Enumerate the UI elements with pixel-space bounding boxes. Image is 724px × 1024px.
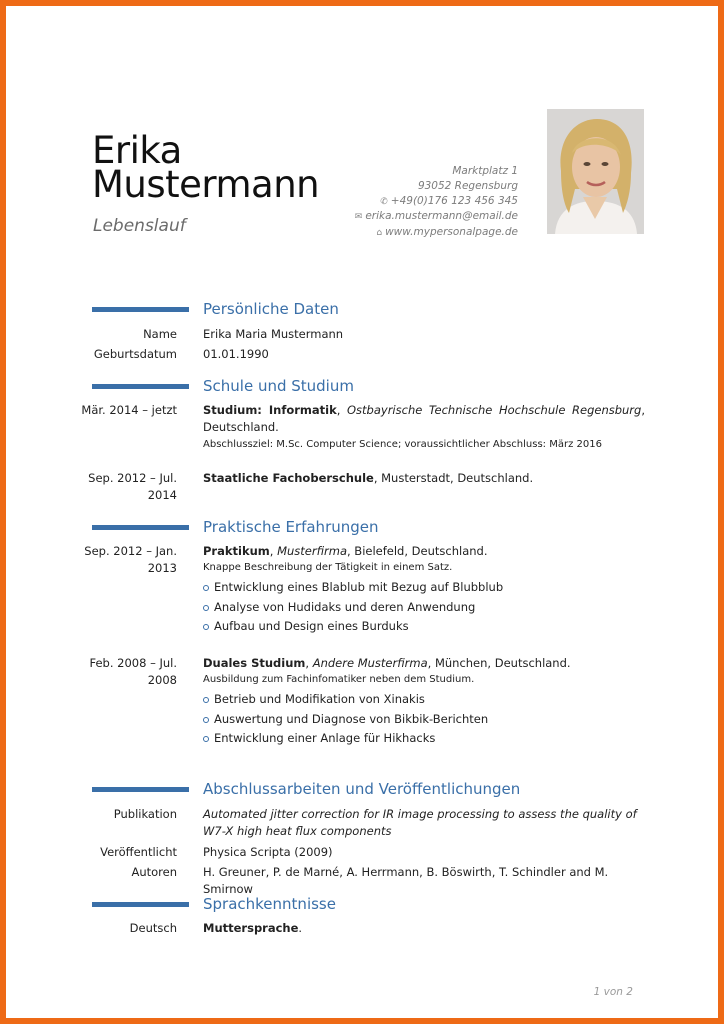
- experience-entry-1: [203, 543, 645, 637]
- experience-entry-2-list: [203, 690, 645, 749]
- contact-email[interactable]: erika.mustermann@email.de: [365, 210, 518, 223]
- school-entry-1-title: Studium: Informatik: [203, 403, 337, 417]
- contact-website[interactable]: www.mypersonalpage.de: [385, 226, 518, 239]
- email-icon: ✉: [354, 212, 363, 223]
- profile-photo: [547, 109, 644, 234]
- label-publication: Publikation: [113, 807, 177, 821]
- school-entry-2-date-line2: 2014: [147, 488, 177, 502]
- experience-entry-1-date-line1: Sep. 2012 – Jan.: [84, 544, 177, 558]
- school-entry-2-date-line1: Sep. 2012 – Jul.: [88, 471, 177, 485]
- value-publication: Automated jitter correction for IR image processing to assess the quality of W7-X high heat flux components: [203, 807, 637, 838]
- section-bar-publications: [92, 787, 189, 792]
- experience-entry-1-company: Musterfirma: [277, 544, 347, 558]
- label-authors: Autoren: [131, 865, 177, 879]
- section-bar-school: [92, 384, 189, 389]
- school-entry-2-title: Staatliche Fachoberschule: [203, 471, 374, 485]
- school-entry-2-date: [88, 470, 177, 504]
- experience-entry-1-title: Praktikum: [203, 544, 270, 558]
- school-entry-2-location: , Musterstadt, Deutschland.: [373, 471, 534, 485]
- list-item: Aufbau und Design eines Burduks: [203, 617, 645, 637]
- label-birthdate: Geburtsdatum: [93, 347, 177, 361]
- experience-entry-1-list: [203, 578, 645, 637]
- section-title-languages: Sprachkenntnisse: [203, 895, 336, 913]
- home-icon: ⌂: [376, 228, 383, 239]
- contact-email-row[interactable]: [355, 209, 518, 225]
- phone-icon: ✆: [380, 196, 388, 207]
- school-entry-1: Studium: Informatik, Ostbayrische Technische Hochschule Regensburg, Deutschland.: [203, 403, 645, 434]
- experience-entry-2-company: Andere Musterfirma: [312, 656, 428, 670]
- list-item: Entwicklung eines Blablub mit Bezug auf Blubblub: [203, 578, 645, 598]
- section-title-school: Schule und Studium: [203, 377, 354, 395]
- contact-street: Marktplatz 1: [452, 165, 518, 177]
- experience-entry-1-date-line2: 2013: [147, 561, 177, 575]
- value-authors: H. Greuner, P. de Marné, A. Herrmann, B. Böswirth, T. Schindler and M. Smirnow: [203, 865, 609, 896]
- school-entry-1-note: Abschlussziel: M.Sc. Computer Science; voraussichtlicher Abschluss: März 2016: [203, 439, 602, 450]
- experience-entry-2-date-line2: 2008: [147, 673, 177, 687]
- section-title-personal: Persönliche Daten: [203, 300, 339, 318]
- experience-entry-2-date: [89, 655, 177, 689]
- section-bar-personal: [92, 307, 189, 312]
- list-item: Analyse von Hudidaks und deren Anwendung: [203, 598, 645, 618]
- school-entry-1-date: Mär. 2014 – jetzt: [81, 403, 177, 417]
- value-language-german: [203, 920, 645, 937]
- label-published: Veröffentlicht: [100, 845, 177, 859]
- list-item: Entwicklung einer Anlage für Hikhacks: [203, 729, 645, 749]
- contact-phone-row: [355, 194, 518, 210]
- experience-entry-2-heading: Duales Studium, Andere Musterfirma, München, Deutschland.: [203, 656, 571, 670]
- experience-entry-2: [203, 655, 645, 749]
- experience-entry-2-location: , München, Deutschland.: [427, 656, 571, 670]
- section-title-publications: Abschlussarbeiten und Veröffentlichungen: [203, 780, 521, 798]
- experience-entry-1-date: [84, 543, 177, 577]
- value-birthdate: 01.01.1990: [203, 347, 269, 361]
- school-entry-1-institution: Ostbayrische Technische Hochschule Regensburg: [347, 403, 642, 417]
- language-level-suffix: .: [298, 921, 303, 935]
- experience-entry-1-location: , Bielefeld, Deutschland.: [347, 544, 488, 558]
- experience-entry-2-note: Ausbildung zum Fachinfomatiker neben dem Studium.: [203, 674, 475, 685]
- school-entry-1-location: Deutschland.: [203, 420, 279, 434]
- value-name: Erika Maria Mustermann: [203, 327, 344, 341]
- value-published: Physica Scripta (2009): [203, 845, 333, 859]
- first-name: Erika: [92, 129, 182, 172]
- section-title-experience: Praktische Erfahrungen: [203, 518, 379, 536]
- label-name: Name: [143, 327, 177, 341]
- contact-website-row[interactable]: [355, 225, 518, 241]
- list-item: Auswertung und Diagnose von Bikbik-Berichten: [203, 710, 645, 730]
- language-level: Muttersprache: [203, 921, 299, 935]
- experience-entry-1-heading: Praktikum, Musterfirma, Bielefeld, Deutschland.: [203, 544, 488, 558]
- contact-city: 93052 Regensburg: [417, 179, 518, 192]
- contact-phone: +49(0)176 123 456 345: [390, 194, 518, 207]
- section-bar-experience: [92, 525, 189, 530]
- experience-entry-1-note: Knappe Beschreibung der Tätigkeit in einem Satz.: [203, 562, 453, 573]
- label-language-german: Deutsch: [129, 921, 177, 935]
- experience-entry-2-title: Duales Studium: [203, 656, 306, 670]
- contact-block: [355, 164, 518, 241]
- section-bar-languages: [92, 902, 189, 907]
- last-name: Mustermann: [92, 163, 320, 206]
- list-item: Betrieb und Modifikation von Xinakis: [203, 690, 645, 710]
- school-entry-2: [203, 470, 645, 487]
- experience-entry-2-date-line1: Feb. 2008 – Jul.: [89, 656, 177, 670]
- cv-name: [92, 129, 320, 206]
- cv-subtitle: Lebenslauf: [93, 216, 186, 236]
- page-number: 1 von 2: [593, 986, 633, 998]
